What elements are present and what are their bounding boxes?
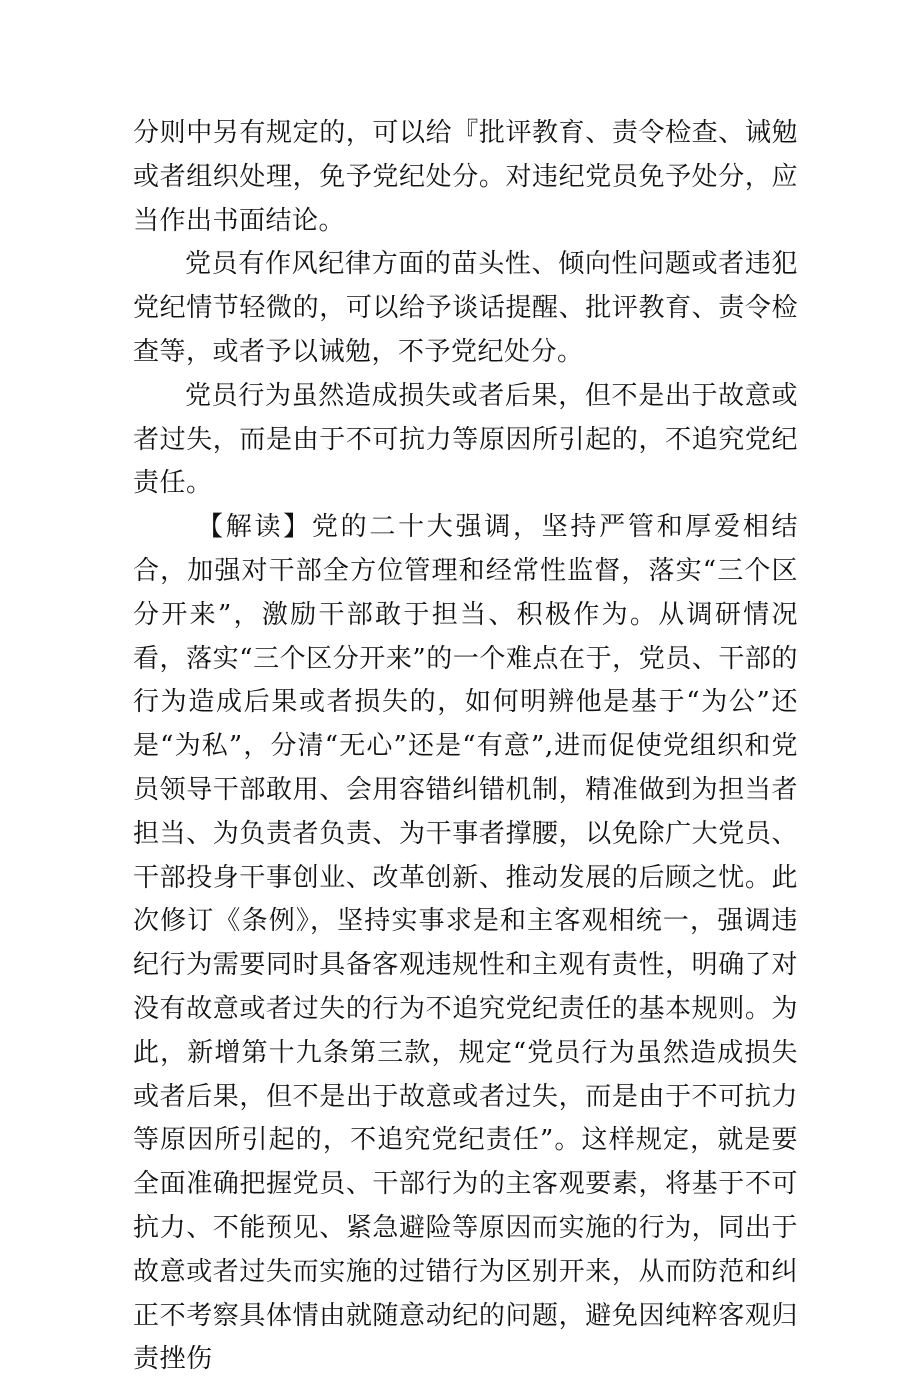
interpretation-text: 党的二十大强调，坚持严管和厚爱相结合，加强对干部全方位管理和经常性监督，落实“三个区分开来”，激励干部敢于担当、积极作为。从调研情况看，落实“三个区分开来”的一个难点在于，党员、干部的行为造成后果或者损失的，如何明辨他是基于“为公”还是“为私”，分清“无心”还是“有意”,进而促使党组织和党员领导干部敢用、会用容错纠错机制，精准做到为担当者担当、为负责者负责、为干事者撑腰，以免除广大党员、干部投身干事创业、改革创新、推动发展的后顾之忧。此次修订《条例》，坚持实事求是和主客观相统一，强调违纪行为需要同时具备客观违规性和主观有责性，明确了对没有故意或者过失的行为不追究党纪责任的基本规则。为此，新增第十九条第三款，规定“党员行为虽然造成损失或者后果，但不是出于故意或者过失，而是由于不可抗力等原因所引起的，不追究党纪责任”。这样规定，就是要全面准确把握党员、干部行为的主客观要素，将基于不可抗力、不能预见、紧急避险等原因而实施的行为，同出于故意或者过失而实施的过错行为区别开来，从而防范和纠正不考察具体情由就随意动纪的问题，避免因纯粹客观归责挫伤 <box>133 512 798 1375</box>
document-body <box>133 112 798 1382</box>
interpretation-label: 【解读】 <box>197 512 312 543</box>
paragraph-minor-violations: 党员有作风纪律方面的苗头性、倾向性问题或者违犯党纪情节轻微的，可以给予谈话提醒、批评教育、责令检查等，或者予以诫勉，不予党纪处分。 <box>133 249 798 367</box>
paragraph-force-majeure: 党员行为虽然造成损失或者后果，但不是出于故意或者过失，而是由于不可抗力等原因所引起的，不追究党纪责任。 <box>133 380 798 499</box>
paragraph-interpretation <box>133 506 798 1382</box>
paragraph-continuation: 分则中另有规定的，可以给『批评教育、责令检查、诫勉或者组织处理，免予党纪处分。对违纪党员免予处分，应当作出书面结论。 <box>133 118 798 236</box>
